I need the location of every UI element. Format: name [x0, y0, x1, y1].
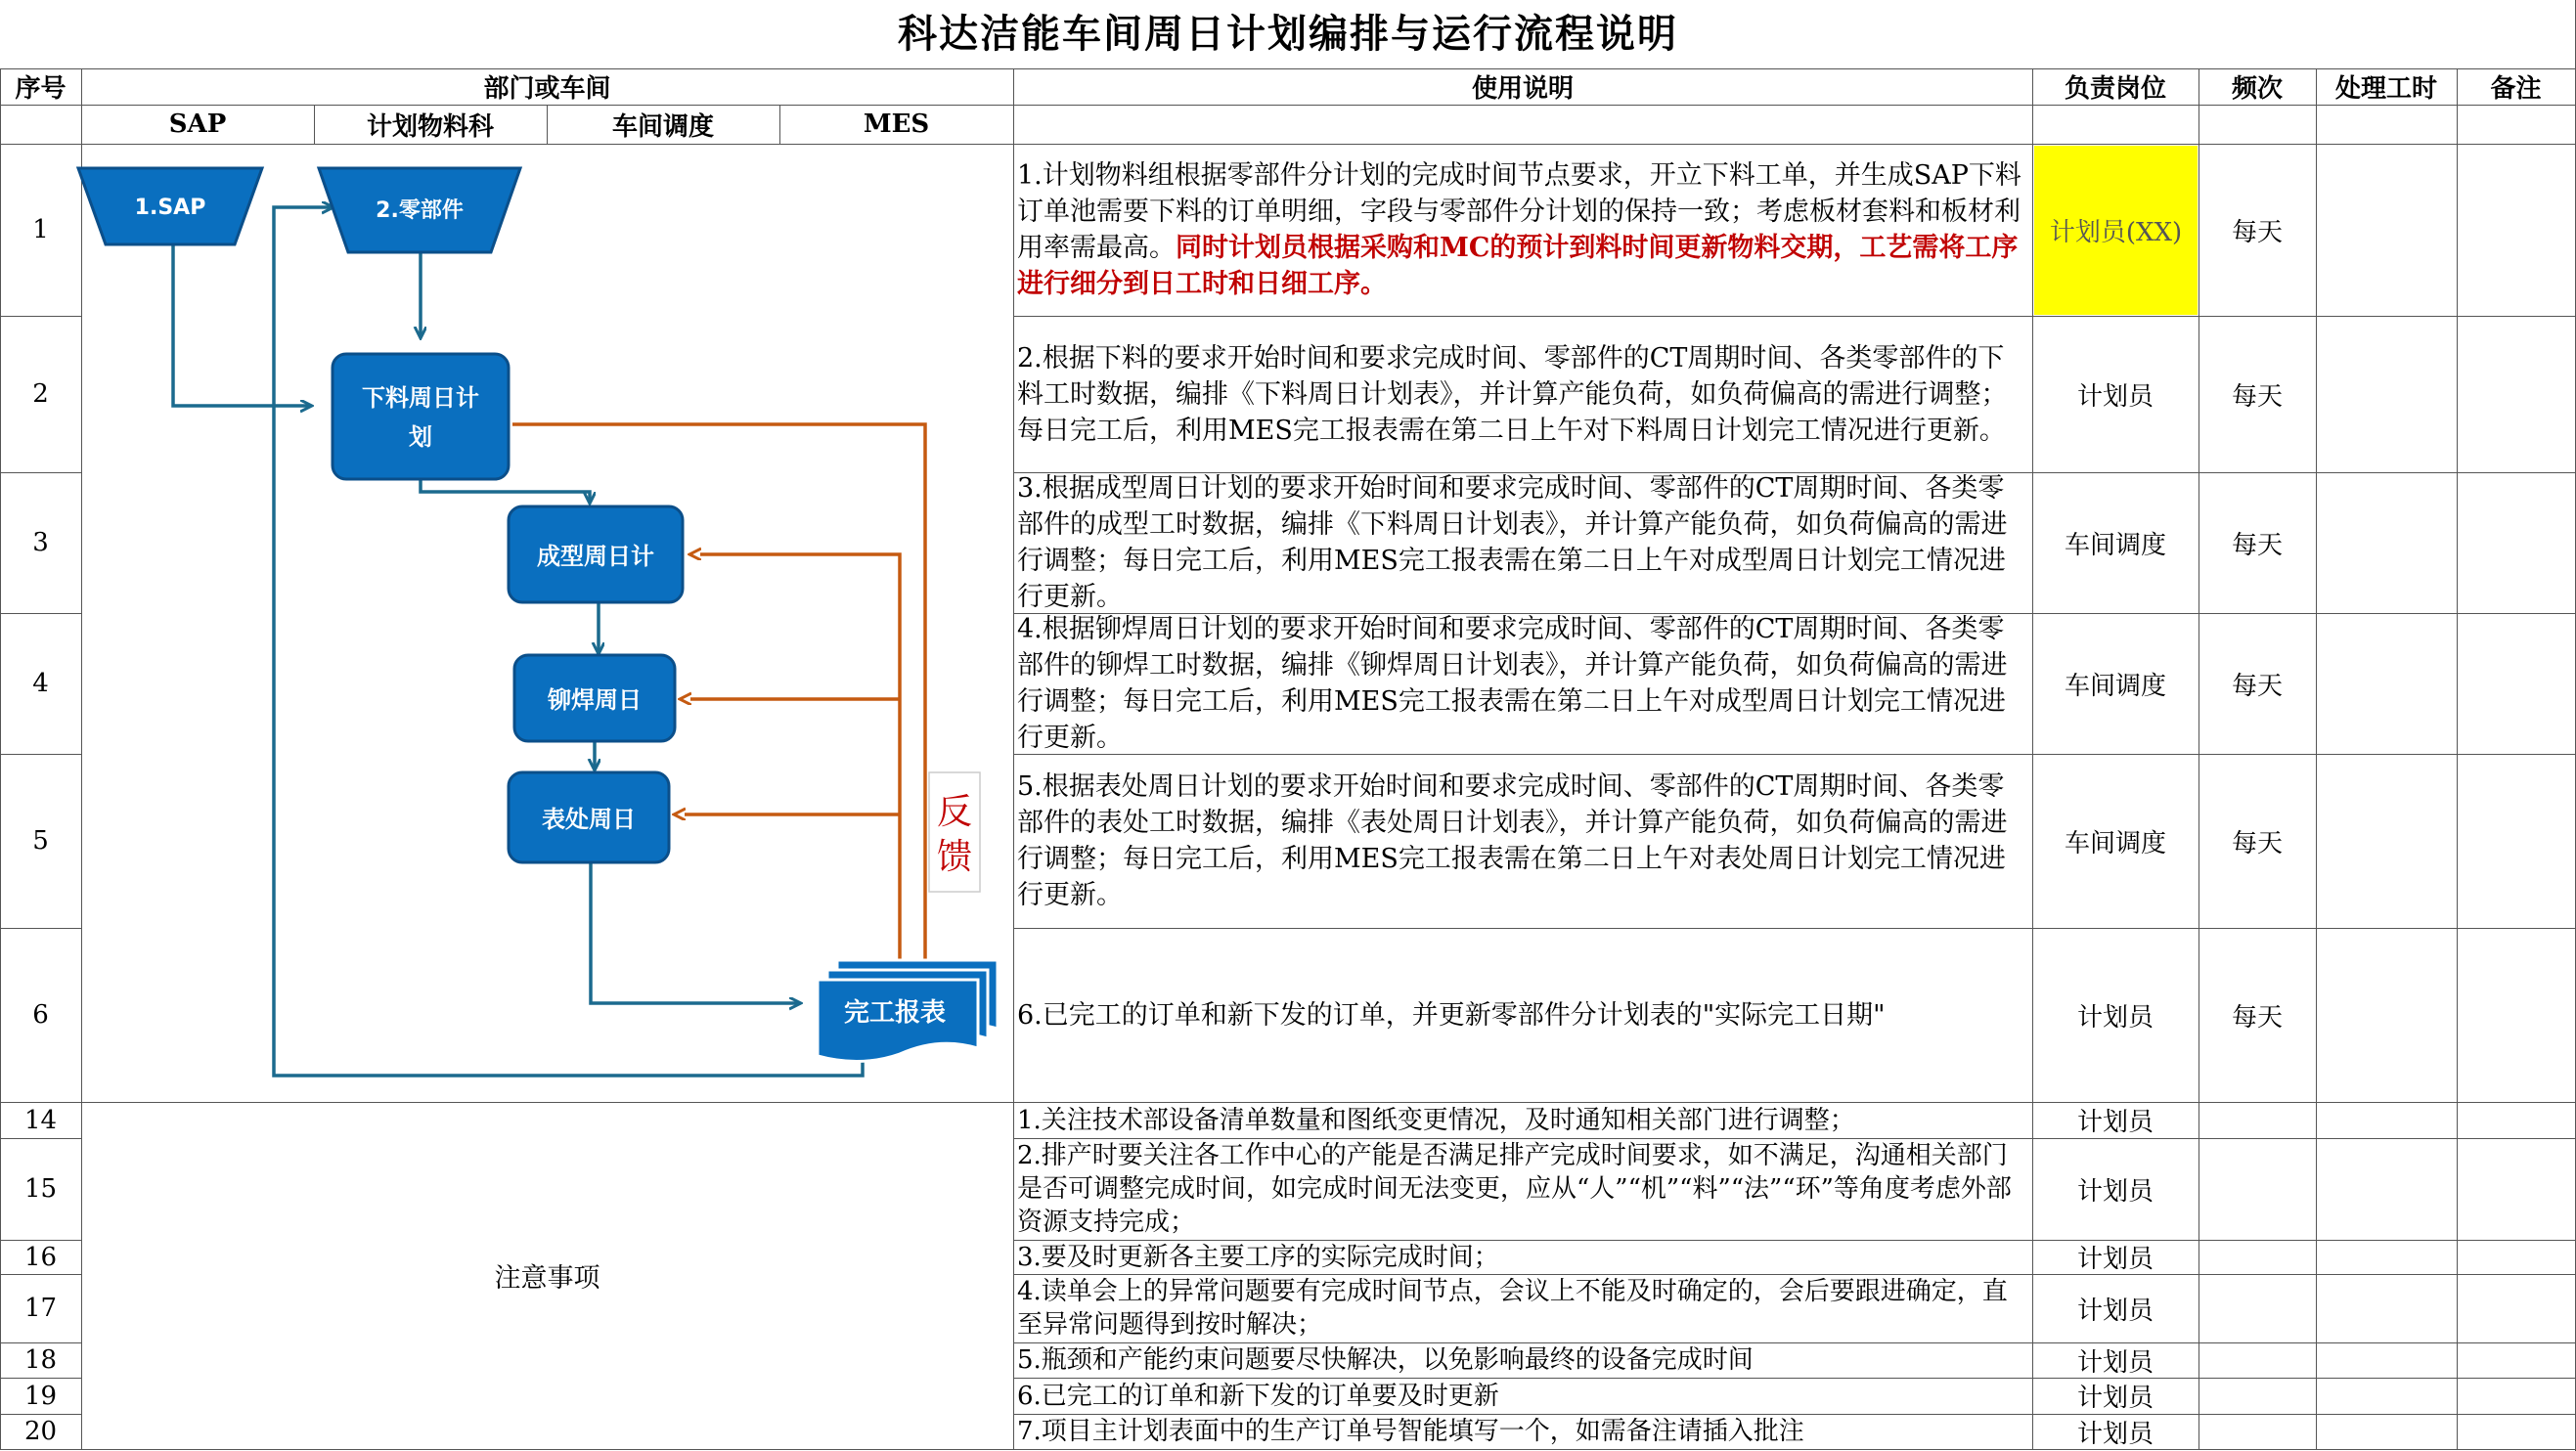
cut-plan-label-2: 划 — [409, 423, 432, 451]
note-role: 计划员 — [2076, 1176, 2154, 1207]
note-text: 4.读单会上的异常问题要有完成时间节点，会议上不能及时确定的，会后要跟进确定，直至异常问题得到按时解决； — [1017, 1277, 2008, 1340]
note-text: 5.瓶颈和产能约束问题要尽快解决，以免影响最终的设备完成时间 — [1017, 1345, 1754, 1375]
note-seq: 18 — [23, 1345, 58, 1375]
row-seq: 2 — [32, 379, 49, 409]
row-role: 计划员 — [2076, 1002, 2154, 1033]
row-description: 2.根据下料的要求开始时间和要求完成时间、零部件的CT周期时间、各类零部件的下料工时数据，编排《下料周日计划表》，并计算产能负荷，如负荷偏高的需进行调整；每日完工后，利用MES完工报表需在第二日上午对下料周日计划完工情况进行更新。 — [1017, 342, 2008, 446]
subheader-dispatch: 车间调度 — [611, 111, 714, 142]
header-usage: 使用说明 — [1471, 74, 1574, 104]
welding-label: 铆焊周日 — [548, 686, 642, 714]
note-role: 计划员 — [2076, 1419, 2154, 1449]
parts-label: 2.零部件 — [376, 198, 464, 223]
cut-plan-label-1: 下料周日计 — [362, 384, 479, 412]
note-text: 1.关注技术部设备清单数量和图纸变更情况，及时通知相关部门进行调整； — [1017, 1105, 1855, 1135]
forming-label: 成型周日计 — [537, 543, 654, 570]
row-seq: 5 — [32, 826, 49, 856]
row-freq: 每天 — [2231, 217, 2283, 247]
flow-connectors — [173, 207, 863, 1076]
surface-label: 表处周日 — [542, 806, 636, 833]
subheader-mes: MES — [863, 110, 930, 139]
sap-node — [78, 168, 262, 244]
row-seq: 4 — [32, 669, 49, 698]
note-role: 计划员 — [2076, 1296, 2154, 1326]
feedback-char-2: 馈 — [936, 837, 973, 877]
note-text: 6.已完工的订单和新下发的订单要及时更新 — [1017, 1381, 1499, 1411]
subheader-planning: 计划物料科 — [366, 111, 494, 142]
notes-label: 注意事项 — [494, 1263, 600, 1294]
row-role: 车间调度 — [2064, 671, 2166, 701]
note-role: 计划员 — [2076, 1384, 2154, 1413]
header-seq: 序号 — [15, 74, 67, 104]
header-time: 处理工时 — [2334, 74, 2437, 104]
note-text: 3.要及时更新各主要工序的实际完成时间； — [1017, 1242, 1499, 1272]
row-seq: 1 — [32, 215, 49, 244]
note-role: 计划员 — [2076, 1245, 2154, 1274]
welding-node — [514, 655, 675, 741]
note-seq: 19 — [23, 1381, 58, 1411]
sap-label: 1.SAP — [134, 196, 206, 220]
row-freq: 每天 — [2231, 828, 2283, 858]
row-freq: 每天 — [2231, 530, 2283, 560]
report-node — [818, 960, 998, 1062]
subheader-sap: SAP — [168, 110, 227, 139]
row-freq: 每天 — [2231, 1002, 2283, 1033]
header-freq: 频次 — [2231, 74, 2283, 104]
row-role: 车间调度 — [2064, 828, 2166, 858]
header-dept: 部门或车间 — [483, 74, 611, 104]
cut-plan-node — [333, 354, 509, 479]
parts-node — [319, 168, 520, 252]
row-role: 车间调度 — [2064, 530, 2166, 560]
row-seq: 6 — [32, 1000, 49, 1030]
note-seq: 15 — [23, 1174, 58, 1204]
feedback-char-1: 反 — [936, 792, 973, 832]
note-text: 7.项目主计划表面中的生产订单号智能填写一个，如需备注请插入批注 — [1017, 1417, 1804, 1446]
feedback-label-box — [929, 772, 980, 892]
row-role: 计划员 — [2076, 381, 2154, 412]
note-seq: 16 — [23, 1242, 58, 1272]
page-title: 科达洁能车间周日计划编排与运行流程说明 — [0, 0, 2576, 69]
row-text: 1.计划物料组根据零部件分计划的完成时间节点要求，开立下料工单，并生成SAP下料订单池需要下料的订单明细，字段与零部件分计划的保持一致；考虑板材套料和板材利用率需最高。 — [1017, 160, 2021, 263]
row-description: 3.根据成型周日计划的要求开始时间和要求完成时间、零部件的CT周期时间、各类零部件的成型工时数据，编排《下料周日计划表》，并计算产能负荷，如负荷偏高的需进行调整；每日完工后，利用MES完工报表需在第二日上午对成型周日计划完工情况进行更新。 — [1017, 473, 2008, 612]
report-label: 完工报表 — [843, 998, 947, 1028]
row-description: 5.根据表处周日计划的要求开始时间和要求完成时间、零部件的CT周期时间、各类零部件的表处工时数据，编排《表处周日计划表》，并计算产能负荷，如负荷偏高的需进行调整；每日完工后，利用MES完工报表需在第二日上午对表处周日计划完工情况进行更新。 — [1017, 771, 2008, 910]
header-remark: 备注 — [2490, 74, 2542, 104]
note-role: 计划员 — [2076, 1347, 2154, 1378]
row-description: 4.根据铆焊周日计划的要求开始时间和要求完成时间、零部件的CT周期时间、各类零部件的铆焊工时数据，编排《铆焊周日计划表》，并计算产能负荷，如负荷偏高的需进行调整；每日完工后，利用MES完工报表需在第二日上午对成型周日计划完工情况进行更新。 — [1017, 614, 2008, 753]
note-seq: 20 — [23, 1417, 58, 1446]
note-seq: 14 — [23, 1105, 58, 1135]
forming-node — [509, 506, 683, 602]
row-freq: 每天 — [2231, 381, 2283, 412]
row-description: 6.已完工的订单和新下发的订单，并更新零部件分计划表的"实际完工日期" — [1017, 999, 1886, 1031]
note-role: 计划员 — [2076, 1108, 2154, 1137]
note-seq: 17 — [23, 1294, 58, 1323]
row-role: 计划员(XX) — [2034, 146, 2198, 315]
header-role: 负责岗位 — [2064, 74, 2166, 104]
row-freq: 每天 — [2231, 671, 2283, 701]
note-text: 2.排产时要关注各工作中心的产能是否满足排产完成时间要求，如不满足，沟通相关部门是否可调整完成时间，如完成时间无法变更，应从“人”“机”“料”“法”“环”等角度考虑外部资源支持完成； — [1017, 1141, 2012, 1237]
surface-node — [509, 772, 669, 862]
row-seq: 3 — [32, 528, 49, 557]
row-text-highlight: 同时计划员根据采购和MC的预计到料时间更新物料交期，工艺需将工序进行细分到日工时和日细工序。 — [1017, 233, 2019, 299]
